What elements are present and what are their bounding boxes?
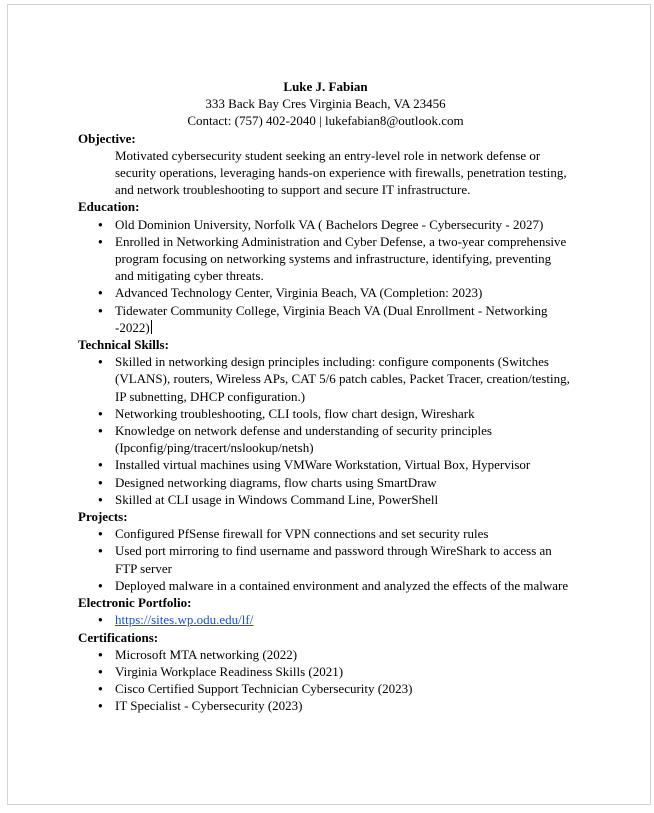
bullet-item xyxy=(115,422,573,456)
bullet-item xyxy=(115,353,573,405)
section-heading-projects: Projects: xyxy=(78,509,128,525)
bullet-text: IT Specialist - Cybersecurity (2023) xyxy=(115,698,303,714)
bullet-item xyxy=(115,525,573,542)
bullet-text: Networking troubleshooting, CLI tools, flow chart design, Wireshark xyxy=(115,405,475,421)
bullet-item xyxy=(115,542,573,576)
bullet-text: Used port mirroring to find username and password through WireShark to access an FTP server xyxy=(115,543,552,576)
bullet-item xyxy=(115,680,573,697)
section-paragraph-objective: Motivated cybersecurity student seeking an entry-level role in network defense or security operations, leveraging hands-on experience with firewalls, penetration testing, and network troubleshooting to support and secure IT infrastructure. xyxy=(115,147,567,198)
bullet-item xyxy=(115,663,573,680)
bullet-item xyxy=(115,302,573,336)
bullet-text: Installed virtual machines using VMWare Workstation, Virtual Box, Hypervisor xyxy=(115,457,531,473)
resume-sections xyxy=(78,130,573,715)
resume-name: Luke J. Fabian xyxy=(283,79,368,94)
bullet-text: Cisco Certified Support Technician Cybersecurity (2023) xyxy=(115,681,413,697)
section-heading-technical-skills: Technical Skills: xyxy=(78,337,169,353)
bullet-item xyxy=(115,646,573,663)
bullet-text: Knowledge on network defense and understanding of security principles (Ipconfig/ping/tracert/nslookup/netsh) xyxy=(115,423,492,456)
bullet-item xyxy=(115,284,573,301)
bullet-list-certifications xyxy=(78,646,573,715)
bullet-item xyxy=(115,697,573,714)
bullet-item xyxy=(115,405,573,422)
bullet-item xyxy=(115,456,573,473)
section-heading-objective: Objective: xyxy=(78,130,136,146)
bullet-item xyxy=(115,474,573,491)
bullet-text: Deployed malware in a contained environment and analyzed the effects of the malware xyxy=(115,577,569,593)
bullet-list-technical-skills xyxy=(78,353,573,508)
bullet-text: Old Dominion University, Norfolk VA ( Bachelors Degree - Cybersecurity - 2027) xyxy=(115,216,544,232)
bullet-text: Tidewater Community College, Virginia Beach VA (Dual Enrollment - Networking -2022) xyxy=(115,302,548,335)
bullet-item xyxy=(115,577,573,594)
bullet-text: Virginia Workplace Readiness Skills (2021) xyxy=(115,663,344,679)
text-cursor xyxy=(151,320,152,334)
bullet-text: Microsoft MTA networking (2022) xyxy=(115,646,298,662)
bullet-item xyxy=(115,491,573,508)
resume-content xyxy=(8,5,650,715)
resume-address: 333 Back Bay Cres Virginia Beach, VA 23456 xyxy=(205,96,446,112)
document-page xyxy=(7,4,651,805)
portfolio-link[interactable]: https://sites.wp.odu.edu/lf/ xyxy=(115,612,254,628)
bullet-item xyxy=(115,233,573,285)
resume-header xyxy=(78,78,573,130)
resume-contact: Contact: (757) 402-2040 | lukefabian8@outlook.com xyxy=(187,113,464,129)
section-heading-certifications: Certifications: xyxy=(78,629,159,645)
bullet-text: Skilled at CLI usage in Windows Command Line, PowerShell xyxy=(115,491,439,507)
bullet-list-education xyxy=(78,216,573,336)
section-heading-education: Education: xyxy=(78,199,140,215)
bullet-text: Advanced Technology Center, Virginia Beach, VA (Completion: 2023) xyxy=(115,285,483,301)
bullet-list-projects xyxy=(78,525,573,594)
bullet-text: Configured PfSense firewall for VPN connections and set security rules xyxy=(115,526,489,542)
bullet-text: Skilled in networking design principles including: configure components (Switches (VLANS), routers, Wireless APs, CAT 5/6 patch cables, Packet Tracer, creation/testing, IP subnetting, DHCP configuration.) xyxy=(115,354,570,404)
bullet-list-electronic-portfolio xyxy=(78,611,573,628)
bullet-text: Designed networking diagrams, flow charts using SmartDraw xyxy=(115,474,437,490)
bullet-item xyxy=(115,611,573,628)
bullet-text: Enrolled in Networking Administration and Cyber Defense, a two-year comprehensive program focusing on networking systems and infrastructure, identifying, preventing and mitigating cyber threats. xyxy=(115,233,567,284)
section-heading-electronic-portfolio: Electronic Portfolio: xyxy=(78,595,192,611)
bullet-item xyxy=(115,216,573,233)
